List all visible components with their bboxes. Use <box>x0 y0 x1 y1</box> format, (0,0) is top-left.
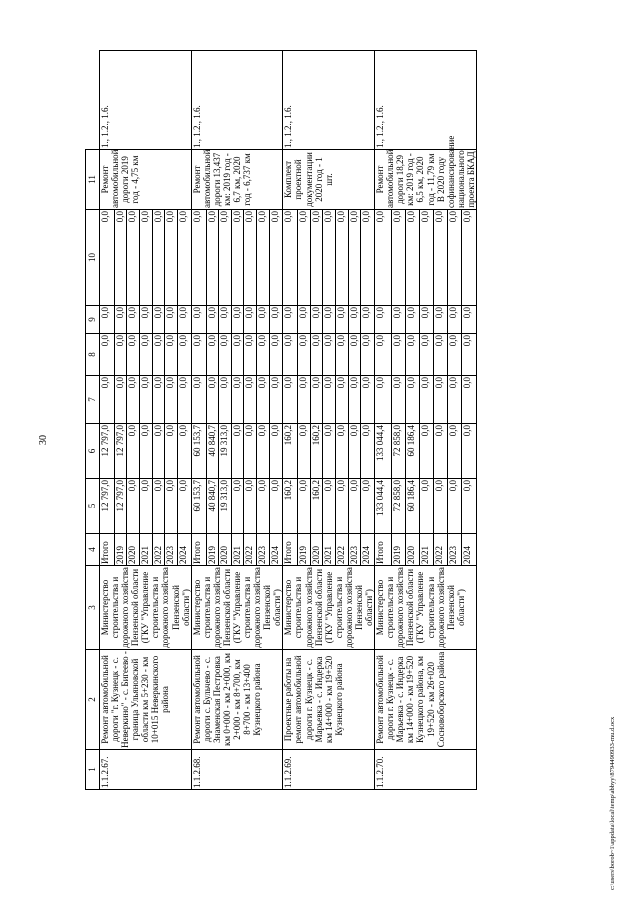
amount-cell: 0,0 <box>323 306 336 334</box>
amount-cell: 0,0 <box>447 424 461 479</box>
year-cell: 2021 <box>140 534 153 566</box>
amount-cell: 0,0 <box>100 376 115 424</box>
amount-cell: 72 858,0 <box>391 479 405 534</box>
amount-cell: 0,0 <box>433 479 447 534</box>
amount-cell: 0,0 <box>152 306 165 334</box>
amount-cell: 0,0 <box>177 210 191 306</box>
amount-cell: 0,0 <box>336 424 349 479</box>
result-description: Ремонт автомобильной дороги 13,437 км: 2019 год - 6,7 км, 2020 год - 6,737 км <box>191 150 283 210</box>
amount-cell: 0,0 <box>244 424 257 479</box>
amount-cell: 0,0 <box>269 306 283 334</box>
amount-cell: 0,0 <box>152 210 165 306</box>
amount-cell: 0,0 <box>219 306 232 334</box>
year-cell: 2020 <box>127 534 140 566</box>
column-header: 3 <box>86 566 100 650</box>
amount-cell: 0,0 <box>257 479 270 534</box>
column-header: 10 <box>86 210 100 306</box>
amount-cell: 0,0 <box>375 376 391 424</box>
amount-cell: 0,0 <box>152 424 165 479</box>
amount-cell: 0,0 <box>127 424 140 479</box>
amount-cell: 0,0 <box>310 210 323 306</box>
amount-cell: 0,0 <box>336 376 349 424</box>
amount-cell: 19 313,0 <box>219 479 232 534</box>
amount-cell: 0,0 <box>447 479 461 534</box>
amount-cell: 0,0 <box>231 334 244 376</box>
amount-cell: 0,0 <box>461 479 476 534</box>
amount-cell: 160,2 <box>310 424 323 479</box>
amount-cell: 0,0 <box>361 424 375 479</box>
amount-cell: 0,0 <box>177 306 191 334</box>
amount-cell: 0,0 <box>405 334 419 376</box>
amount-cell: 0,0 <box>231 376 244 424</box>
result-description: Комплект проектной документации 2020 год - 1 шт. <box>283 150 375 210</box>
amount-cell: 0,0 <box>375 334 391 376</box>
amount-cell: 0,0 <box>391 210 405 306</box>
amount-cell: 0,0 <box>419 334 433 376</box>
measure-code: 1.1.2.68. <box>191 750 283 790</box>
amount-cell: 0,0 <box>419 424 433 479</box>
amount-cell: 0,0 <box>231 210 244 306</box>
column-header: 11 <box>86 150 100 210</box>
column-header: 8 <box>86 334 100 376</box>
measure-code: 1.1.2.70. <box>375 750 477 790</box>
amount-cell: 19 313,0 <box>219 424 232 479</box>
amount-cell: 0,0 <box>206 306 219 334</box>
amount-cell: 0,0 <box>361 210 375 306</box>
amount-cell: 0,0 <box>419 306 433 334</box>
amount-cell: 0,0 <box>391 306 405 334</box>
column-header: 5 <box>86 479 100 534</box>
amount-cell: 0,0 <box>433 334 447 376</box>
measure-code: 1.1.2.69. <box>283 750 375 790</box>
file-path-footer: c:\users\borob~1\appdata\local\temp\abbyy\8794490933-mu.d.ocx <box>609 716 616 890</box>
amount-cell: 0,0 <box>231 424 244 479</box>
amount-cell: 0,0 <box>348 424 361 479</box>
amount-cell: 0,0 <box>336 306 349 334</box>
amount-cell: 0,0 <box>461 376 476 424</box>
amount-cell: 60 186,4 <box>405 424 419 479</box>
amount-cell: 0,0 <box>361 334 375 376</box>
source-reference: 1., 1.2., 1.6. <box>100 51 192 150</box>
amount-cell: 0,0 <box>127 306 140 334</box>
rotated-table-wrapper <box>85 50 530 790</box>
result-description: Ремонт автомобильной дороги 2019 год - 4,75 км <box>100 150 192 210</box>
column-header: 1 <box>86 750 100 790</box>
amount-cell: 0,0 <box>244 376 257 424</box>
amount-cell: 40 840,7 <box>206 424 219 479</box>
measure-name: Ремонт автомобильной дороги с. Бульчево - с. Знаменская Пестровка км 0+000 - км 2+000, км 2+000 - км 8+700, км 8+700 - км 13+400 Кузнецкого района <box>191 650 283 750</box>
amount-cell: 0,0 <box>191 334 206 376</box>
amount-cell: 0,0 <box>283 210 298 306</box>
year-cell: 2020 <box>310 534 323 566</box>
source-reference: 1., 1.2., 1.6. <box>283 51 375 150</box>
amount-cell: 0,0 <box>191 376 206 424</box>
amount-cell: 0,0 <box>114 334 127 376</box>
year-cell: 2023 <box>447 534 461 566</box>
year-cell: Итого <box>375 534 391 566</box>
amount-cell: 0,0 <box>433 376 447 424</box>
amount-cell: 0,0 <box>127 479 140 534</box>
amount-cell: 0,0 <box>140 424 153 479</box>
measures-table <box>85 50 477 790</box>
year-cell: 2022 <box>152 534 165 566</box>
amount-cell: 0,0 <box>100 306 115 334</box>
responsible-executor: Министерство строительства и дорожного хозяйства Пензенской области (ГКУ "Управление строительства и дорожного хозяйства Пензенской области") <box>283 567 375 648</box>
amount-cell: 0,0 <box>461 210 476 306</box>
amount-cell: 0,0 <box>461 334 476 376</box>
measure-name: Ремонт автомобильной дороги г. Кузнецк - с. Марьевка - с. Индерка км 14+000 - км 19+520 Кузнецкого района, км 19+520 - км 26+020 Сосновоборского района <box>375 650 477 750</box>
year-cell: 2022 <box>244 534 257 566</box>
responsible-executor: Министерство строительства и дорожного хозяйства Пензенской области (ГКУ "Управление строительства и дорожного хозяйства Пензенской области") <box>100 567 191 648</box>
amount-cell: 0,0 <box>191 306 206 334</box>
amount-cell: 0,0 <box>461 306 476 334</box>
amount-cell: 0,0 <box>191 210 206 306</box>
amount-cell: 0,0 <box>244 306 257 334</box>
amount-cell: 0,0 <box>298 210 311 306</box>
amount-cell: 160,2 <box>283 479 298 534</box>
amount-cell: 0,0 <box>405 210 419 306</box>
result-description: Ремонт автомобильной дороги 18,29 км: 2019 год - 6,5 км, 2020 год - 11,79 км В 2020 году софинансирование национального проекта БКАД <box>375 135 476 208</box>
amount-cell: 0,0 <box>283 306 298 334</box>
amount-cell: 0,0 <box>361 306 375 334</box>
amount-cell: 0,0 <box>447 306 461 334</box>
amount-cell: 0,0 <box>298 334 311 376</box>
amount-cell: 0,0 <box>114 306 127 334</box>
amount-cell: 0,0 <box>165 376 178 424</box>
amount-cell: 0,0 <box>244 334 257 376</box>
amount-cell: 0,0 <box>405 376 419 424</box>
amount-cell: 0,0 <box>283 334 298 376</box>
year-cell: 2024 <box>361 534 375 566</box>
amount-cell: 0,0 <box>231 479 244 534</box>
amount-cell: 0,0 <box>348 479 361 534</box>
amount-cell: 0,0 <box>257 210 270 306</box>
amount-cell: 0,0 <box>257 424 270 479</box>
amount-cell: 60 186,4 <box>405 479 419 534</box>
amount-cell: 133 044,4 <box>375 424 391 479</box>
amount-cell: 0,0 <box>127 376 140 424</box>
year-cell: 2019 <box>206 534 219 566</box>
source-reference: 1., 1.2., 1.6. <box>191 51 283 150</box>
amount-cell: 0,0 <box>323 479 336 534</box>
amount-cell: 0,0 <box>461 424 476 479</box>
amount-cell: 0,0 <box>419 376 433 424</box>
year-cell: Итого <box>283 534 298 566</box>
amount-cell: 0,0 <box>269 334 283 376</box>
measure-name: Проектные работы на ремонт автомобильной дороги г. Кузнецк - с. Марьевка - с. Индерка км 14+000 - км 19+520 Кузнецкого района <box>283 650 375 750</box>
amount-cell: 0,0 <box>348 376 361 424</box>
amount-cell: 0,0 <box>375 210 391 306</box>
amount-cell: 0,0 <box>114 210 127 306</box>
year-cell: 2020 <box>219 534 232 566</box>
amount-cell: 0,0 <box>100 210 115 306</box>
amount-cell: 0,0 <box>244 210 257 306</box>
amount-cell: 0,0 <box>140 334 153 376</box>
amount-cell: 0,0 <box>177 424 191 479</box>
amount-cell: 0,0 <box>336 210 349 306</box>
year-cell: 2021 <box>419 534 433 566</box>
amount-cell: 0,0 <box>391 376 405 424</box>
column-header: 6 <box>86 424 100 479</box>
amount-cell: 0,0 <box>375 306 391 334</box>
year-cell: 2024 <box>461 534 476 566</box>
year-cell: 2023 <box>257 534 270 566</box>
year-cell: 2021 <box>323 534 336 566</box>
amount-cell: 0,0 <box>447 334 461 376</box>
table-row <box>283 51 298 790</box>
amount-cell: 0,0 <box>433 306 447 334</box>
amount-cell: 0,0 <box>140 479 153 534</box>
amount-cell: 0,0 <box>177 376 191 424</box>
year-cell: 2019 <box>114 534 127 566</box>
amount-cell: 12 797,0 <box>100 424 115 479</box>
amount-cell: 0,0 <box>206 210 219 306</box>
amount-cell: 0,0 <box>269 210 283 306</box>
amount-cell: 12 797,0 <box>114 424 127 479</box>
column-header: 4 <box>86 534 100 566</box>
year-cell: 2022 <box>433 534 447 566</box>
amount-cell: 40 840,7 <box>206 479 219 534</box>
amount-cell: 0,0 <box>165 334 178 376</box>
amount-cell: 0,0 <box>298 306 311 334</box>
amount-cell: 0,0 <box>269 479 283 534</box>
table-row <box>100 51 115 790</box>
year-cell: 2020 <box>405 534 419 566</box>
year-cell: Итого <box>100 534 115 566</box>
year-cell: 2023 <box>165 534 178 566</box>
amount-cell: 0,0 <box>165 479 178 534</box>
amount-cell: 0,0 <box>177 334 191 376</box>
amount-cell: 0,0 <box>114 376 127 424</box>
amount-cell: 0,0 <box>244 479 257 534</box>
amount-cell: 72 858,0 <box>391 424 405 479</box>
source-reference: 1., 1.2., 1.6. <box>375 51 477 150</box>
amount-cell: 0,0 <box>100 334 115 376</box>
amount-cell: 12 797,0 <box>100 479 115 534</box>
amount-cell: 0,0 <box>127 334 140 376</box>
table-row <box>375 51 391 790</box>
column-header: 9 <box>86 306 100 334</box>
amount-cell: 0,0 <box>433 424 447 479</box>
amount-cell: 0,0 <box>219 334 232 376</box>
amount-cell: 0,0 <box>298 376 311 424</box>
column-header: 2 <box>86 650 100 750</box>
year-cell: 2024 <box>177 534 191 566</box>
amount-cell: 60 153,7 <box>191 479 206 534</box>
amount-cell: 0,0 <box>405 306 419 334</box>
year-cell: 2021 <box>231 534 244 566</box>
amount-cell: 0,0 <box>323 424 336 479</box>
amount-cell: 0,0 <box>127 210 140 306</box>
amount-cell: 0,0 <box>269 424 283 479</box>
amount-cell: 0,0 <box>219 210 232 306</box>
amount-cell: 0,0 <box>336 334 349 376</box>
amount-cell: 0,0 <box>447 376 461 424</box>
year-cell: 2023 <box>348 534 361 566</box>
amount-cell: 0,0 <box>323 376 336 424</box>
amount-cell: 0,0 <box>231 306 244 334</box>
amount-cell: 0,0 <box>447 210 461 306</box>
amount-cell: 0,0 <box>419 210 433 306</box>
year-cell: 2019 <box>391 534 405 566</box>
amount-cell: 0,0 <box>165 424 178 479</box>
amount-cell: 0,0 <box>257 306 270 334</box>
amount-cell: 0,0 <box>140 306 153 334</box>
amount-cell: 0,0 <box>257 334 270 376</box>
amount-cell: 0,0 <box>140 210 153 306</box>
amount-cell: 0,0 <box>323 334 336 376</box>
amount-cell: 0,0 <box>140 376 153 424</box>
responsible-executor: Министерство строительства и дорожного хозяйства Пензенской области (ГКУ "Управление строительства и дорожного хозяйства Пензенской области") <box>191 567 283 648</box>
amount-cell: 60 153,7 <box>191 424 206 479</box>
amount-cell: 160,2 <box>283 424 298 479</box>
amount-cell: 0,0 <box>206 376 219 424</box>
amount-cell: 0,0 <box>283 376 298 424</box>
table-row <box>191 51 206 790</box>
amount-cell: 0,0 <box>177 479 191 534</box>
amount-cell: 0,0 <box>257 376 270 424</box>
amount-cell: 0,0 <box>219 376 232 424</box>
amount-cell: 0,0 <box>361 479 375 534</box>
year-cell: 2022 <box>336 534 349 566</box>
amount-cell: 0,0 <box>348 210 361 306</box>
column-number-row <box>86 51 100 790</box>
amount-cell: 0,0 <box>433 210 447 306</box>
amount-cell: 0,0 <box>206 334 219 376</box>
amount-cell: 0,0 <box>391 334 405 376</box>
amount-cell: 0,0 <box>419 479 433 534</box>
year-cell: Итого <box>191 534 206 566</box>
amount-cell: 0,0 <box>298 424 311 479</box>
amount-cell: 0,0 <box>361 376 375 424</box>
amount-cell: 0,0 <box>165 306 178 334</box>
amount-cell: 0,0 <box>310 306 323 334</box>
measure-name: Ремонт автомобильной дороги "г. Кузнецк - с. Неверкино" - с. Бигеево - граница Ульяновской области км 5+230 - км 10+015 Неверкинского района <box>100 650 192 750</box>
amount-cell: 0,0 <box>165 210 178 306</box>
amount-cell: 0,0 <box>152 376 165 424</box>
amount-cell: 0,0 <box>348 334 361 376</box>
amount-cell: 0,0 <box>310 376 323 424</box>
year-cell: 2024 <box>269 534 283 566</box>
amount-cell: 0,0 <box>348 306 361 334</box>
amount-cell: 133 044,4 <box>375 479 391 534</box>
responsible-executor: Министерство строительства и дорожного хозяйства Пензенской области (ГКУ "Управление строительства и дорожного хозяйства Пензенской области") <box>375 566 477 650</box>
measure-code: 1.1.2.67. <box>100 750 192 790</box>
year-cell: 2019 <box>298 534 311 566</box>
amount-cell: 0,0 <box>298 479 311 534</box>
amount-cell: 0,0 <box>152 334 165 376</box>
column-header: 7 <box>86 376 100 424</box>
amount-cell: 0,0 <box>269 376 283 424</box>
amount-cell: 0,0 <box>336 479 349 534</box>
amount-cell: 0,0 <box>310 334 323 376</box>
page-number: 30 <box>38 435 49 445</box>
amount-cell: 0,0 <box>152 479 165 534</box>
amount-cell: 160,2 <box>310 479 323 534</box>
amount-cell: 0,0 <box>323 210 336 306</box>
amount-cell: 12 797,0 <box>114 479 127 534</box>
